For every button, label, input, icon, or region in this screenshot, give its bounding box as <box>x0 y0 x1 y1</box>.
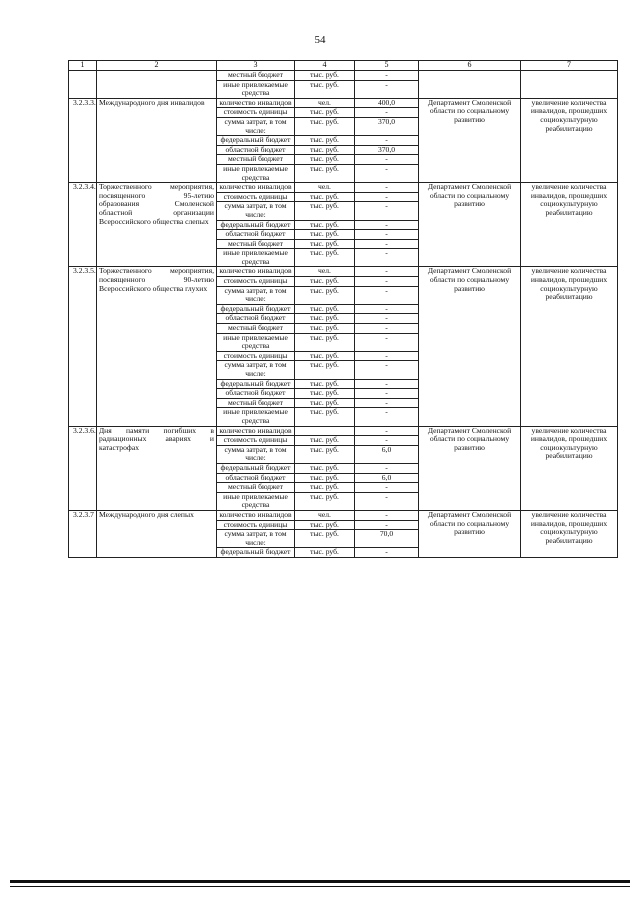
unit-cell: тыс. руб. <box>295 530 355 548</box>
indicator-cell: сумма затрат, в том числе: <box>217 445 295 463</box>
indicator-cell: местный бюджет <box>217 239 295 249</box>
indicator-cell: федеральный бюджет <box>217 463 295 473</box>
indicator-cell: стоимость единицы <box>217 351 295 361</box>
indicator-cell: сумма затрат, в том числе: <box>217 286 295 304</box>
value-cell: - <box>355 379 419 389</box>
unit-cell: тыс. руб. <box>295 324 355 334</box>
table-row <box>69 510 618 520</box>
unit-cell: чел. <box>295 183 355 193</box>
unit-cell: тыс. руб. <box>295 164 355 182</box>
value-cell: - <box>355 333 419 351</box>
indicator-cell: стоимость единицы <box>217 520 295 530</box>
value-cell: - <box>355 361 419 379</box>
value-cell: - <box>355 164 419 182</box>
indicator-cell: областной бюджет <box>217 230 295 240</box>
value-cell: - <box>355 239 419 249</box>
indicator-cell: федеральный бюджет <box>217 220 295 230</box>
indicator-cell: количество инвалидов <box>217 183 295 193</box>
name-cell <box>97 71 217 99</box>
value-cell: - <box>355 314 419 324</box>
table-row <box>69 98 618 108</box>
value-cell: - <box>355 267 419 277</box>
value-cell: - <box>355 155 419 165</box>
executor-cell: Департамент Смоленской области по социальному развитию <box>419 426 521 510</box>
table-row <box>69 183 618 193</box>
value-cell: - <box>355 108 419 118</box>
header-cell: 6 <box>419 61 521 71</box>
value-cell: - <box>355 136 419 146</box>
indicator-cell: стоимость единицы <box>217 192 295 202</box>
result-cell: увеличение количества инвалидов, прошедших социокультурную реабилитацию <box>521 510 618 557</box>
unit-cell: тыс. руб. <box>295 520 355 530</box>
unit-cell: тыс. руб. <box>295 379 355 389</box>
value-cell: - <box>355 230 419 240</box>
unit-cell: тыс. руб. <box>295 277 355 287</box>
result-cell: увеличение количества инвалидов, прошедших социокультурную реабилитацию <box>521 98 618 182</box>
unit-cell: тыс. руб. <box>295 463 355 473</box>
header-cell: 3 <box>217 61 295 71</box>
unit-cell: тыс. руб. <box>295 398 355 408</box>
indicator-cell: сумма затрат, в том числе: <box>217 530 295 548</box>
unit-cell: тыс. руб. <box>295 202 355 220</box>
table-body <box>69 61 618 558</box>
unit-cell: тыс. руб. <box>295 136 355 146</box>
code-cell <box>69 71 97 99</box>
unit-cell: тыс. руб. <box>295 408 355 426</box>
unit-cell: тыс. руб. <box>295 192 355 202</box>
value-cell: 70,0 <box>355 530 419 548</box>
indicator-cell: федеральный бюджет <box>217 136 295 146</box>
value-cell: - <box>355 220 419 230</box>
unit-cell: тыс. руб. <box>295 436 355 446</box>
indicator-cell: федеральный бюджет <box>217 379 295 389</box>
table-row <box>69 426 618 436</box>
header-cell: 2 <box>97 61 217 71</box>
header-cell: 1 <box>69 61 97 71</box>
unit-cell: тыс. руб. <box>295 286 355 304</box>
indicator-cell: местный бюджет <box>217 71 295 81</box>
unit-cell: чел. <box>295 98 355 108</box>
unit-cell: тыс. руб. <box>295 230 355 240</box>
value-cell: - <box>355 436 419 446</box>
indicator-cell: стоимость единицы <box>217 436 295 446</box>
value-cell: - <box>355 249 419 267</box>
result-cell <box>521 71 618 99</box>
indicator-cell: сумма затрат, в том числе: <box>217 361 295 379</box>
unit-cell: тыс. руб. <box>295 71 355 81</box>
value-cell: - <box>355 463 419 473</box>
unit-cell: тыс. руб. <box>295 249 355 267</box>
item-code: 3.2.3.3. <box>69 98 97 182</box>
indicator-cell: иные привлекаемые средства <box>217 333 295 351</box>
indicator-cell: количество инвалидов <box>217 98 295 108</box>
unit-cell: тыс. руб. <box>295 155 355 165</box>
unit-cell: тыс. руб. <box>295 314 355 324</box>
indicator-cell: иные привлекаемые средства <box>217 164 295 182</box>
value-cell: - <box>355 510 419 520</box>
indicator-cell: сумма затрат, в том числе: <box>217 117 295 135</box>
value-cell: - <box>355 408 419 426</box>
indicator-cell: федеральный бюджет <box>217 304 295 314</box>
unit-cell <box>295 426 355 436</box>
value-cell: - <box>355 351 419 361</box>
item-name: Международного дня инвалидов <box>97 98 217 182</box>
table-row <box>69 267 618 277</box>
indicator-cell: областной бюджет <box>217 314 295 324</box>
value-cell: - <box>355 192 419 202</box>
footer-rule-thick <box>10 880 630 883</box>
item-code: 3.2.3.5. <box>69 267 97 426</box>
item-code: 3.2.3.7 <box>69 510 97 557</box>
value-cell: - <box>355 71 419 81</box>
result-cell: увеличение количества инвалидов, прошедших социокультурную реабилитацию <box>521 267 618 426</box>
value-cell: - <box>355 483 419 493</box>
value-cell: - <box>355 389 419 399</box>
executor-cell: Департамент Смоленской области по социальному развитию <box>419 98 521 182</box>
indicator-cell: местный бюджет <box>217 398 295 408</box>
executor-cell <box>419 71 521 99</box>
value-cell: 370,0 <box>355 145 419 155</box>
value-cell: - <box>355 183 419 193</box>
indicator-cell: количество инвалидов <box>217 426 295 436</box>
unit-cell: тыс. руб. <box>295 351 355 361</box>
value-cell: - <box>355 202 419 220</box>
header-cell: 4 <box>295 61 355 71</box>
item-name: Международного дня слепых <box>97 510 217 557</box>
indicator-cell: иные привлекаемые средства <box>217 408 295 426</box>
indicator-cell: количество инвалидов <box>217 510 295 520</box>
indicator-cell: сумма затрат, в том числе: <box>217 202 295 220</box>
value-cell: 6,0 <box>355 473 419 483</box>
unit-cell: тыс. руб. <box>295 361 355 379</box>
value-cell: - <box>355 304 419 314</box>
executor-cell: Департамент Смоленской области по социальному развитию <box>419 267 521 426</box>
item-code: 3.2.3.6. <box>69 426 97 510</box>
value-cell: - <box>355 80 419 98</box>
value-cell: 400,0 <box>355 98 419 108</box>
unit-cell: тыс. руб. <box>295 389 355 399</box>
footer-rule-thin <box>10 886 630 887</box>
unit-cell: тыс. руб. <box>295 483 355 493</box>
value-cell: 370,0 <box>355 117 419 135</box>
unit-cell: тыс. руб. <box>295 473 355 483</box>
unit-cell: чел. <box>295 267 355 277</box>
unit-cell: тыс. руб. <box>295 239 355 249</box>
value-cell: 6,0 <box>355 445 419 463</box>
indicator-cell: областной бюджет <box>217 145 295 155</box>
value-cell: - <box>355 398 419 408</box>
indicator-cell: федеральный бюджет <box>217 548 295 558</box>
indicator-cell: стоимость единицы <box>217 108 295 118</box>
item-name: Торжественного мероприятия, посвященного 95-летию образования Смоленской областной организации Всероссийского общества слепых <box>97 183 217 267</box>
unit-cell: тыс. руб. <box>295 80 355 98</box>
table-row <box>69 71 618 81</box>
item-name: Дня памяти погибших в радиационных авариях и катастрофах <box>97 426 217 510</box>
indicator-cell: областной бюджет <box>217 473 295 483</box>
indicator-cell: количество инвалидов <box>217 267 295 277</box>
header-cell: 5 <box>355 61 419 71</box>
unit-cell: тыс. руб. <box>295 117 355 135</box>
item-code: 3.2.3.4. <box>69 183 97 267</box>
indicator-cell: областной бюджет <box>217 389 295 399</box>
result-cell: увеличение количества инвалидов, прошедших социокультурную реабилитацию <box>521 183 618 267</box>
value-cell: - <box>355 277 419 287</box>
value-cell: - <box>355 286 419 304</box>
page-number: 54 <box>314 34 326 46</box>
item-name: Торжественного мероприятия, посвященного 90-летию Всероссийского общества глухих <box>97 267 217 426</box>
header-row <box>69 61 618 71</box>
unit-cell: тыс. руб. <box>295 333 355 351</box>
unit-cell: тыс. руб. <box>295 108 355 118</box>
value-cell: - <box>355 324 419 334</box>
unit-cell: тыс. руб. <box>295 220 355 230</box>
program-table <box>68 60 618 558</box>
unit-cell: тыс. руб. <box>295 445 355 463</box>
value-cell: - <box>355 520 419 530</box>
result-cell: увеличение количества инвалидов, прошедших социокультурную реабилитацию <box>521 426 618 510</box>
unit-cell: чел. <box>295 510 355 520</box>
indicator-cell: местный бюджет <box>217 483 295 493</box>
unit-cell: тыс. руб. <box>295 492 355 510</box>
unit-cell: тыс. руб. <box>295 548 355 558</box>
unit-cell: тыс. руб. <box>295 304 355 314</box>
indicator-cell: иные привлекаемые средства <box>217 492 295 510</box>
indicator-cell: местный бюджет <box>217 155 295 165</box>
executor-cell: Департамент Смоленской области по социальному развитию <box>419 510 521 557</box>
value-cell: - <box>355 492 419 510</box>
header-cell: 7 <box>521 61 618 71</box>
value-cell: - <box>355 548 419 558</box>
value-cell: - <box>355 426 419 436</box>
indicator-cell: стоимость единицы <box>217 277 295 287</box>
executor-cell: Департамент Смоленской области по социальному развитию <box>419 183 521 267</box>
indicator-cell: иные привлекаемые средства <box>217 80 295 98</box>
indicator-cell: местный бюджет <box>217 324 295 334</box>
unit-cell: тыс. руб. <box>295 145 355 155</box>
indicator-cell: иные привлекаемые средства <box>217 249 295 267</box>
